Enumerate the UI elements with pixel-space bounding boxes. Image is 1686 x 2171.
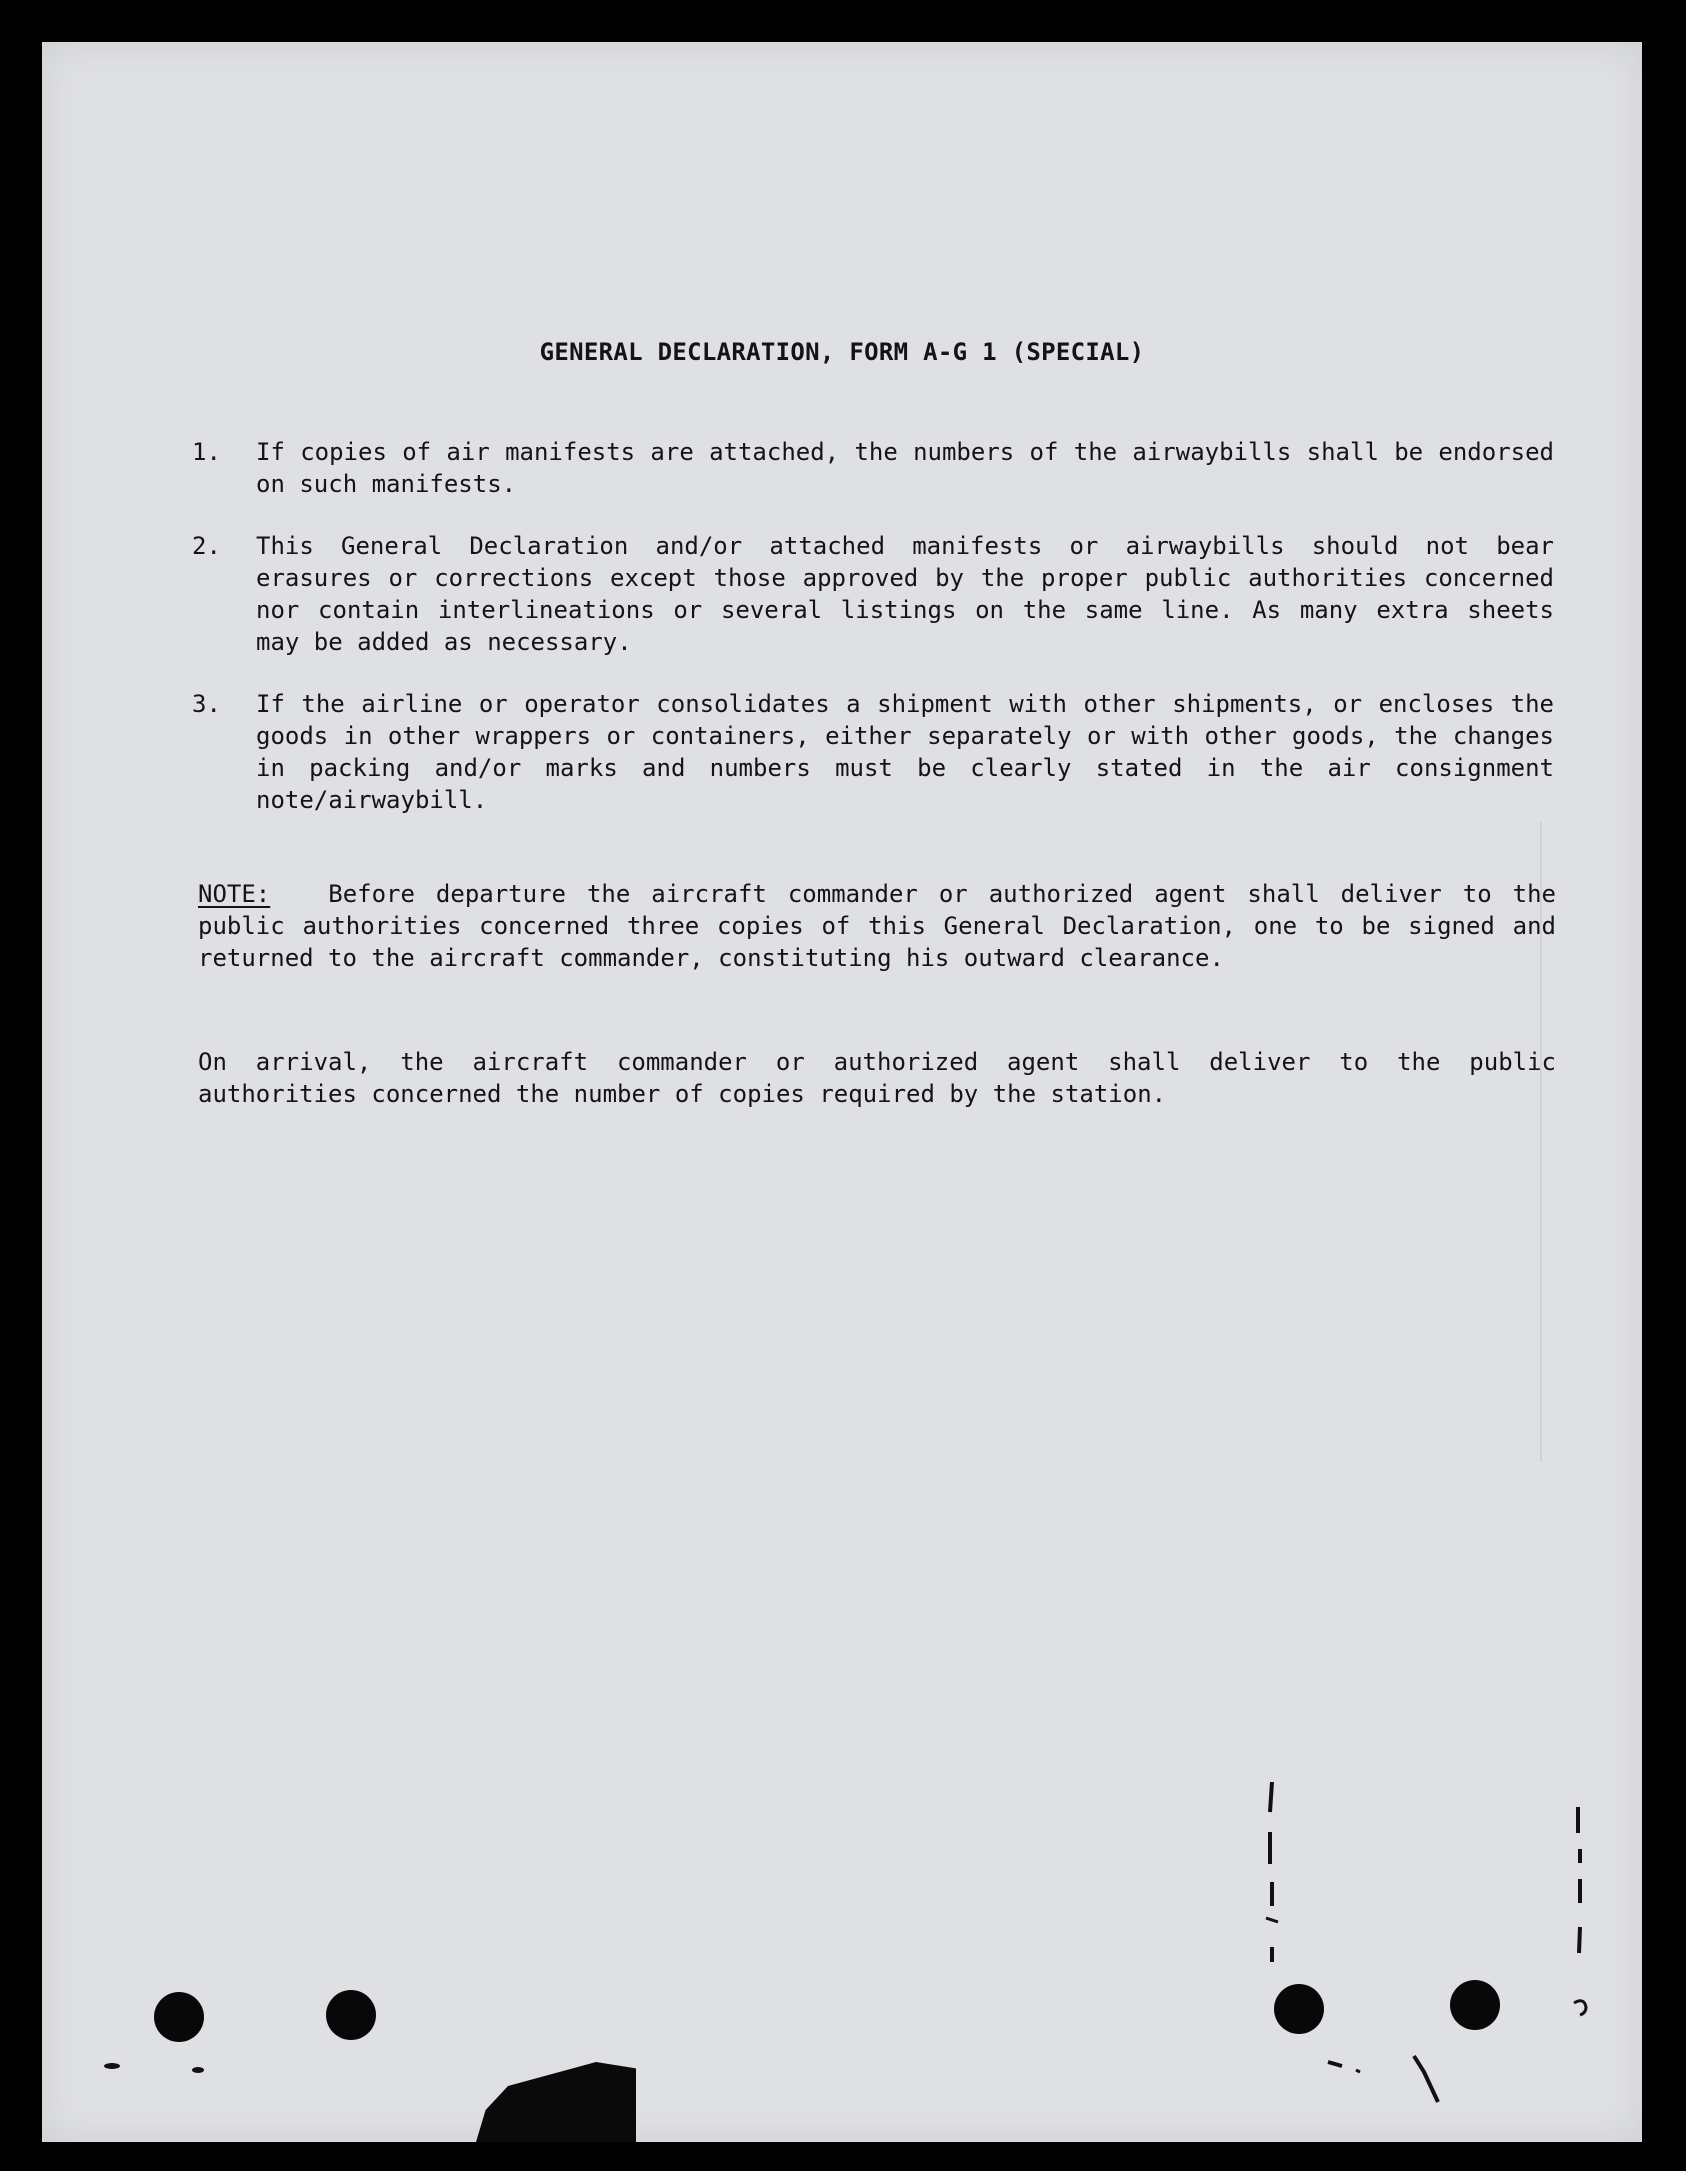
- item-text: This General Declaration and/or attached manifests or airwaybills should not bear erasures or corrections except those approved by the proper public authorities concerned nor contain interlineations or several listings on the same line. As many extra sheets may be added as necessary.: [256, 532, 1554, 656]
- note-text: Before departure the aircraft commander or authorized agent shall deliver to the public authorities concerned three copies of this General Declaration, one to be signed and returned to the aircraft commander, constituting his outward clearance.: [198, 880, 1556, 972]
- punch-hole: [1450, 1980, 1500, 2030]
- item-number: 2.: [192, 532, 221, 560]
- pen-scribble: [1322, 2052, 1452, 2122]
- scan-specks: [102, 2052, 222, 2082]
- note-paragraph: [198, 878, 1556, 974]
- ink-blot: [476, 2062, 636, 2142]
- arrival-paragraph: On arrival, the aircraft commander or authorized agent shall deliver to the public authorities concerned the number of copies required by the station.: [198, 1048, 1556, 1108]
- punch-hole: [1274, 1984, 1324, 2034]
- punch-hole: [326, 1990, 376, 2040]
- note-label: NOTE:: [198, 880, 271, 908]
- item-number: 1.: [192, 438, 221, 466]
- page-title: GENERAL DECLARATION, FORM A-G 1 (SPECIAL): [539, 338, 1145, 366]
- item-number: 3.: [192, 690, 221, 718]
- tick-marks: [1252, 1782, 1292, 2012]
- item-text: If copies of air manifests are attached, the numbers of the airwaybills shall be endorsed on such manifests.: [256, 438, 1554, 498]
- punch-hole: [154, 1992, 204, 2042]
- document-page: [42, 42, 1642, 2142]
- tick-marks: [1562, 1807, 1602, 2027]
- item-text: If the airline or operator consolidates a shipment with other shipments, or encloses the goods in other wrappers or containers, either separately or with other goods, the changes in packing and/or marks and numbers must be clearly stated in the air consignment note/airwaybill.: [256, 690, 1554, 814]
